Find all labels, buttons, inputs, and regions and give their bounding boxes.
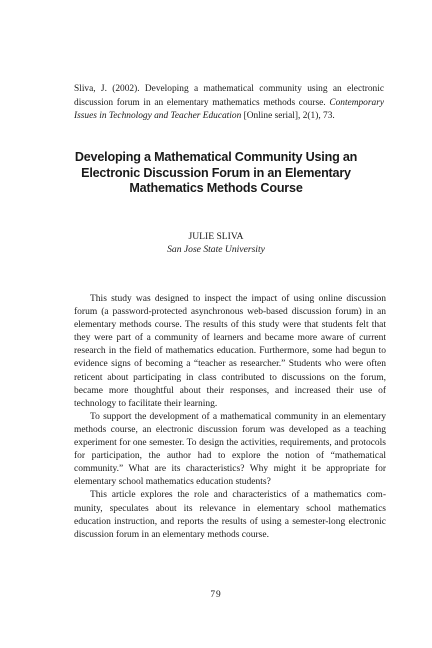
author-affiliation: San Jose State University bbox=[167, 244, 265, 255]
citation-text: Sliva, J. (2002). Developing a mathematical community using an electronic discussion forum in an elementary mathematics methods course. bbox=[74, 84, 384, 108]
page-number: 79 bbox=[210, 590, 222, 600]
paragraph-support: To support the development of a mathematical community in an elementary methods course, an electronic discussion forum was developed as a teaching experiment for one semester. To design the activities, requirements, and protocols for participation, the author had to explore the notion of “mathematical community.” What are its characteristics? Why might it be appropriate for elementary school mathematics education students? bbox=[74, 411, 386, 488]
citation bbox=[74, 83, 384, 124]
citation-journal: Contemporary Issues in Technology and Teacher Education bbox=[74, 97, 384, 121]
article-title: Developing a Mathematical Community Using an Electronic Discussion Forum in an Elementary Mathematics Methods Course bbox=[74, 150, 358, 196]
article-body bbox=[74, 293, 386, 542]
citation-details: [Online serial], 2(1), 73. bbox=[241, 111, 335, 121]
paragraph-abstract: This study was designed to inspect the impact of using online discussion forum (a password-protected asynchronous web-based discussion forum) in an elementary methods course. The results of this study were that students felt that they were part of a community of learners and became more aware of current research in the field of mathematics education. Furthermore, some had begun to evidence signs of becoming a “teacher as researcher.” Students who were often reticent about participating in class contributed to discussions on the forum, became more thoughtful about their responses, and increased their use of technology to facilitate their learning. bbox=[74, 294, 386, 409]
author-name: JULIE SLIVA bbox=[188, 231, 244, 242]
paragraph-overview: This article explores the role and characteristics of a mathematics community, speculates about its relevance in elementary school mathematics education instruction, and reports the results of using a semester-long electronic discussion forum in an elementary methods course. bbox=[74, 490, 386, 540]
